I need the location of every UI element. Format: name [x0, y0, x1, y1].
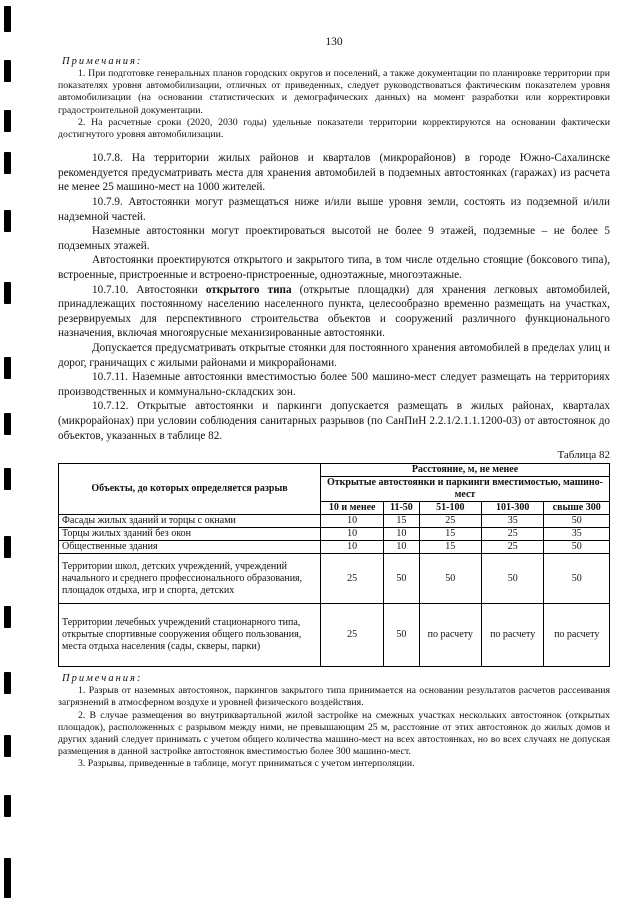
cell-value: 10: [321, 528, 384, 541]
header-capacity: 11-50: [384, 502, 419, 515]
cell-value: по расчету: [419, 604, 481, 667]
cell-value: 10: [384, 528, 419, 541]
cell-value: 50: [544, 554, 610, 604]
header-objects: Объекты, до которых определяется разрыв: [59, 464, 321, 515]
paragraph-10-7-10: [58, 283, 610, 341]
note-item: 2. В случае размещения во внутриквартальной жилой застройке на смежных участках нескольких автостоянок (открытых площадок), расположенных с разрывом между ними, не превышающим 25 м, расстояние от этих автостоянок до жилых домов и других зданий следует принимать с учетом общего количества машино-мест на всех автостоянках, но во всех случаях не допуская размещения в данной застройке автостоянок вместимостью более 300 машино-мест.: [58, 709, 610, 758]
cell-value: 50: [419, 554, 481, 604]
header-capacity: 51-100: [419, 502, 481, 515]
paragraph-height-limits: Наземные автостоянки могут проектироваться высотой не более 9 этажей, подземные – не более 5 подземных этажей.: [58, 225, 610, 252]
cell-value: по расчету: [544, 604, 610, 667]
paragraph-allowed: Допускается предусматривать открытые стоянки для постоянного хранения автомобилей в пределах улиц и дорог, граничащих с жилыми районами и микрорайонами.: [58, 341, 610, 369]
cell-value: 25: [481, 528, 543, 541]
bold-term: открытого типа: [205, 283, 292, 296]
notes-heading: Примечания:: [62, 673, 143, 685]
paragraph-10-7-8: 10.7.8. На территории жилых районов и кварталов (микрорайонов) в городе Южно-Сахалинске рекомендуется предусматривать места для хранения автомобилей в подземных автостоянках (гаражах) из расчета не менее 25 машино-мест на 1000 жителей.: [58, 152, 610, 194]
cell-value: 15: [384, 515, 419, 528]
table-caption: Таблица 82: [557, 449, 610, 462]
cell-object: Торцы жилых зданий без окон: [59, 528, 321, 541]
cell-value: 10: [384, 541, 419, 554]
text-fragment: 10.7.10. Автостоянки: [92, 283, 206, 296]
notes-block-bottom: [58, 673, 610, 770]
note-item: 1. Разрыв от наземных автостоянок, паркингов закрытого типа принимается на основании результатов расчетов рассеивания загрязнений в атмосферном воздухе и уровней физического воздействия.: [58, 685, 610, 709]
distance-table: [58, 463, 610, 667]
cell-value: 25: [321, 604, 384, 667]
cell-value: 35: [544, 528, 610, 541]
cell-value: 25: [321, 554, 384, 604]
table-row: [59, 554, 610, 604]
cell-value: 25: [419, 515, 481, 528]
cell-value: 15: [419, 541, 481, 554]
cell-value: 25: [481, 541, 543, 554]
notes-block-top: [58, 56, 610, 141]
page-number: 130: [325, 36, 343, 48]
cell-object: Территории лечебных учреждений стационарного типа, открытые спортивные сооружения общего пользования, места отдыха населения (сады, скверы, парки): [59, 604, 321, 667]
note-item: 1. При подготовке генеральных планов городских округов и поселений, а также документации по планировке территории при показателях уровня автомобилизации, отличных от приведенных, следует руководствоваться фактическим показателем уровня автомобилизации (на основании статистических и демографических данных) на момент разработки или корректировки градостроительной документации.: [58, 68, 610, 116]
header-capacity: свыше 300: [544, 502, 610, 515]
paragraph-10-7-12: 10.7.12. Открытые автостоянки и паркинги допускается размещать в жилых районах, кварталах (микрорайонах) при условии соблюдения санитарных разрывов (по СанПиН 2.2.1/2.1.1.1200-03) от автостоянок до объектов, указанных в таблице 82.: [58, 400, 610, 442]
cell-value: 50: [544, 515, 610, 528]
header-distance: Расстояние, м, не менее: [321, 464, 610, 477]
paragraph-parking-types: Автостоянки проектируются открытого и закрытого типа, в том числе отдельно стоящие (боксового типа), встроенные, пристроенные и встроено-пристроенные, одноэтажные, многоэтажные.: [58, 254, 610, 281]
cell-value: 50: [384, 554, 419, 604]
note-item: 3. Разрывы, приведенные в таблице, могут приниматься с учетом интерполяции.: [78, 758, 415, 770]
document-page: [58, 36, 610, 771]
cell-value: 10: [321, 515, 384, 528]
cell-value: 10: [321, 541, 384, 554]
text-fragment: (открытые площадки) для хранения легковых автомобилей, принадлежащих постоянному населению населенного пункта, целесообразно временно размещать на участках, резервируемых для перспективного строительства объектов и сооружений различного функционального назначения, включая многоярусные механизированные автостоянки.: [58, 283, 610, 340]
cell-value: 35: [481, 515, 543, 528]
binder-holes: [4, 0, 18, 905]
cell-object: Территории школ, детских учреждений, учреждений начального и среднего профессионального образования, площадок отдыха, игр и спорта, детских: [59, 554, 321, 604]
cell-value: 15: [419, 528, 481, 541]
header-capacity: 101-300: [481, 502, 543, 515]
cell-object: Общественные здания: [59, 541, 321, 554]
header-parking: Открытые автостоянки и паркинги вместимостью, машино-мест: [321, 477, 610, 502]
note-item: 2. На расчетные сроки (2020, 2030 годы) удельные показатели территории корректируются на основании фактически достигнутого уровня автомобилизации.: [58, 116, 610, 141]
cell-value: 50: [384, 604, 419, 667]
table-row: [59, 528, 610, 541]
cell-value: по расчету: [481, 604, 543, 667]
paragraph-10-7-9: 10.7.9. Автостоянки могут размещаться ниже и/или выше уровня земли, состоять из подземной и/или надземной частей.: [58, 196, 610, 223]
cell-value: 50: [481, 554, 543, 604]
cell-object: Фасады жилых зданий и торцы с окнами: [59, 515, 321, 528]
header-capacity: 10 и менее: [321, 502, 384, 515]
table-row: [59, 515, 610, 528]
table-row: [59, 541, 610, 554]
table-row: [59, 604, 610, 667]
cell-value: 50: [544, 541, 610, 554]
notes-heading: Примечания:: [62, 56, 143, 67]
paragraph-10-7-11: 10.7.11. Наземные автостоянки вместимостью более 500 машино-мест следует размещать на территориях производственных и коммунально-складских зон.: [58, 371, 610, 398]
